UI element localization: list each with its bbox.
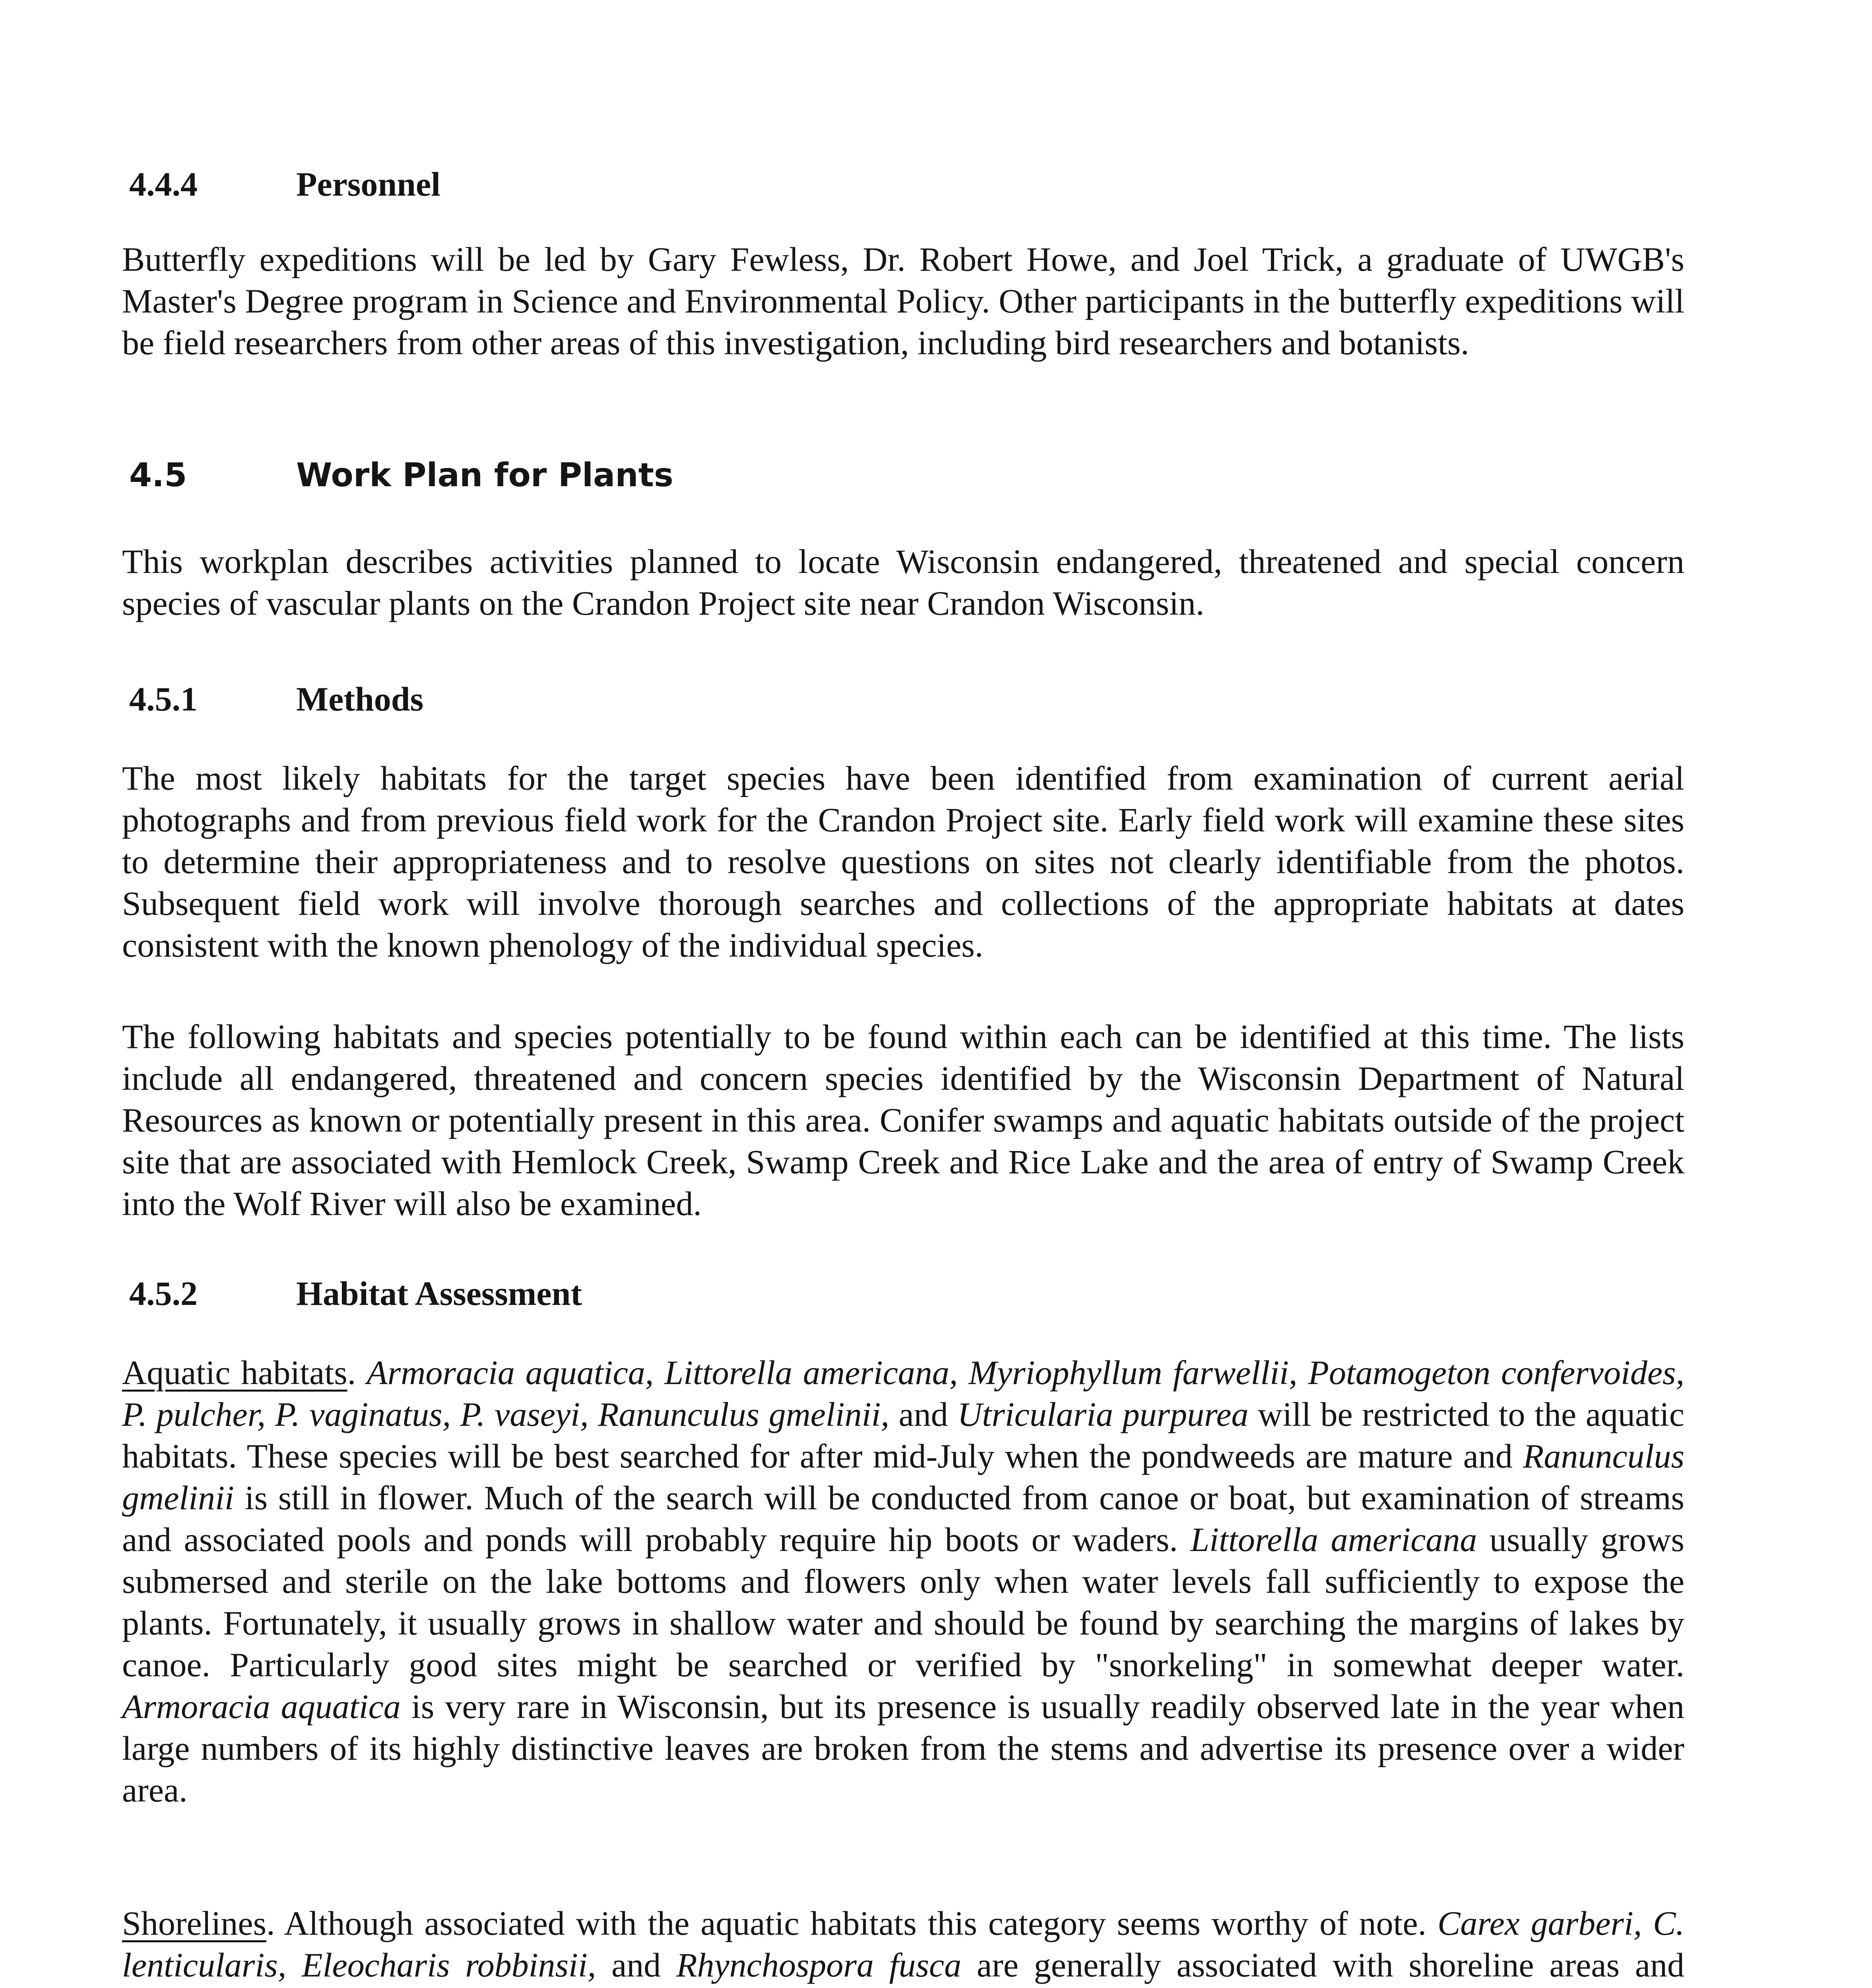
paragraph-methods-1: The most likely habitats for the target species have been identified from examination of current aerial photographs and from previous field work for the Crandon Project site. Early field work will examine these sites to determine their appropriateness and to resolve questions on sites not clearly identifiable from the photos. Subsequent field work will involve thorough searches and collections of the appropriate habitats at dates consistent with the known phenology of the individual species. bbox=[122, 759, 1684, 964]
paragraph-personnel: Butterfly expeditions will be led by Gary Fewless, Dr. Robert Howe, and Joel Trick, a graduate of UWGB's Master's Degree program in Science and Environmental Policy. Other participants in the butterfly expeditions will be field researchers from other areas of this investigation, including bird researchers and botanists. bbox=[122, 240, 1684, 362]
section-number: 4.4.4 bbox=[129, 165, 198, 203]
text-run: is very rare in Wisconsin, but its presence is usually readily observed late in the year when large numbers of its highly distinctive leaves are broken from the stems and advertise its presence over a wider area. bbox=[122, 1687, 1684, 1809]
text-run: and bbox=[889, 1395, 958, 1433]
section-title: Methods bbox=[296, 680, 424, 718]
text-run: . bbox=[347, 1353, 367, 1392]
text-run: . Although associated with the aquatic habitats this category seems worthy of note. bbox=[266, 1904, 1437, 1942]
shorelines-label: Shorelines bbox=[122, 1904, 267, 1942]
paragraph-shorelines bbox=[122, 1903, 1684, 1988]
species-name: Rhynchospora fusca bbox=[676, 1946, 962, 1984]
species-names: Carex garberi, C. lenticularis, Eleocharis robbinsii, bbox=[122, 1904, 1685, 1984]
species-name: Utricularia purpurea bbox=[957, 1395, 1249, 1433]
paragraph-aquatic-habitats bbox=[122, 1352, 1684, 1811]
species-name: Armoracia aquatica bbox=[122, 1687, 401, 1726]
section-number: 4.5.2 bbox=[129, 1274, 198, 1312]
heading-methods bbox=[129, 682, 423, 716]
heading-personnel bbox=[129, 167, 440, 201]
aquatic-label: Aquatic habitats bbox=[122, 1353, 347, 1392]
text-run: usually grows submersed and sterile on the lake bottoms and flowers only when water levels fall sufficiently to expose the plants. Fortunately, it usually grows in shallow water and should be found by searching the margins of lakes by canoe. Particularly good sites might be searched or verified by "snorkeling" in somewhat deeper water. bbox=[122, 1520, 1684, 1684]
text-run: and bbox=[596, 1946, 677, 1984]
text-run: is still in flower. Much of the search will be conducted from canoe or boat, but examination of streams and associated pools and ponds will probably require hip boots or waders. bbox=[122, 1479, 1684, 1559]
paragraph-methods-2: The following habitats and species potentially to be found within each can be identified at this time. The lists include all endangered, threatened and concern species identified by the Wisconsin Department of Natural Resources as known or potentially present in this area. Conifer swamps and aquatic habitats outside of the project site that are associated with Hemlock Creek, Swamp Creek and Rice Lake and the area of entry of Swamp Creek into the Wolf River will also be examined. bbox=[122, 1017, 1684, 1223]
paragraph-work-plan: This workplan describes activities planned to locate Wisconsin endangered, threatened and special concern species of vascular plants on the Crandon Project site near Crandon Wisconsin. bbox=[122, 542, 1684, 622]
section-title: Personnel bbox=[296, 165, 441, 203]
text-run: are generally associated with shoreline areas and bbox=[961, 1946, 1684, 1984]
section-title: Habitat Assessment bbox=[296, 1274, 582, 1312]
heading-work-plan bbox=[129, 456, 673, 494]
section-number: 4.5.1 bbox=[129, 680, 198, 718]
section-title: Work Plan for Plants bbox=[296, 456, 673, 494]
text-run: will be restricted to the aquatic habitats. These species will be best searched for after mid-July when the pondweeds are mature and bbox=[122, 1395, 1684, 1475]
species-names: Armoracia aquatica, Littorella americana, Myriophyllum farwellii, Potamogeton confervoides, P. pulcher, P. vaginatus, P. vaseyi, Ranunculus gmelinii, bbox=[122, 1353, 1685, 1433]
heading-habitat-assessment bbox=[129, 1276, 582, 1310]
species-name: Littorella americana bbox=[1190, 1520, 1477, 1559]
section-number: 4.5 bbox=[129, 456, 187, 494]
species-name: Ranunculus gmelinii bbox=[122, 1437, 1684, 1517]
